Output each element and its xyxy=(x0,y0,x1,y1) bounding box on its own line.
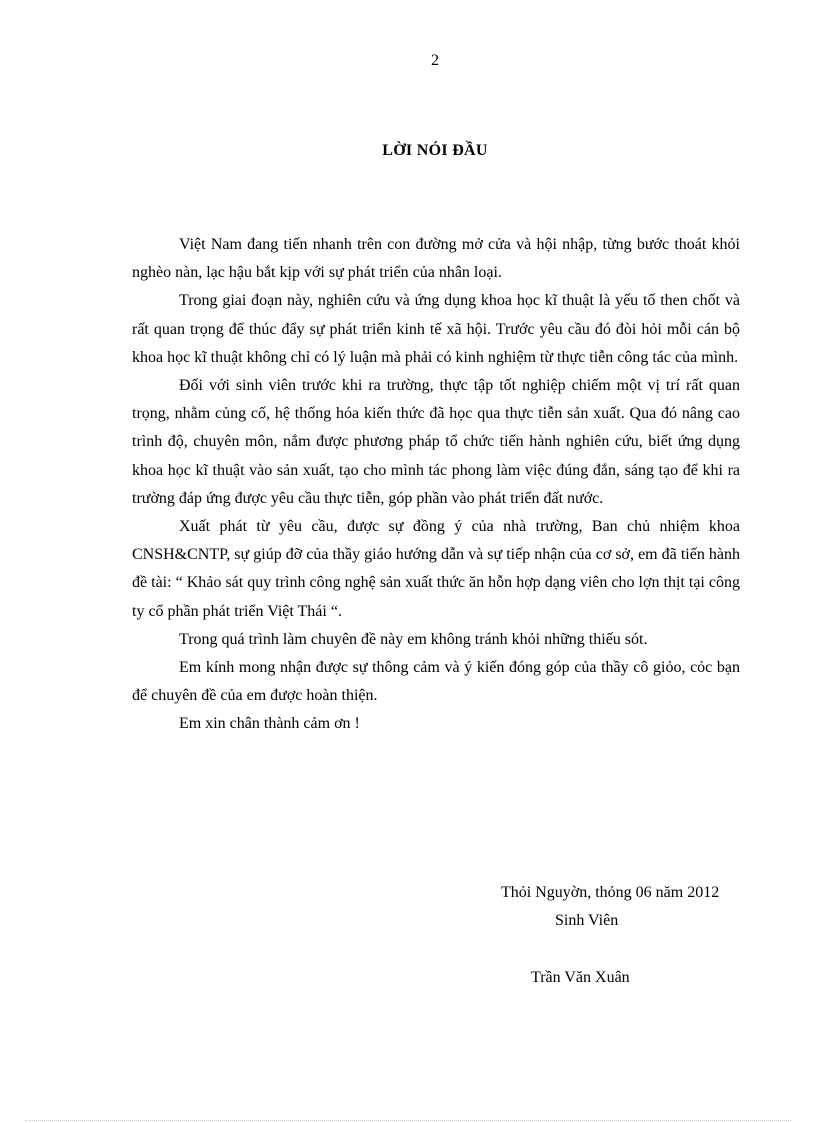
paragraph-request: Em kính mong nhận được sự thông cảm và ý kiến đóng góp của thầy cô giỏo, cỏc bạn để chuyên đề của em được hoàn thiện. xyxy=(132,659,740,705)
paragraph-topic: Xuất phát từ yêu cầu, được sự đồng ý của nhà trường, Ban chủ nhiệm khoa CNSH&CNTP, sự giúp đỡ của thầy giáo hướng dẫn và sự tiếp nhận của cơ sở, em đã tiến hành đề tài: “ Khảo sát quy trình công nghệ sản xuất thức ăn hỗn hợp dạng viên cho lợn thịt tại công ty cổ phần phát triển Việt Thái “. xyxy=(132,518,740,620)
paragraph-context: Trong giai đoạn này, nghiên cứu và ứng dụng khoa học kĩ thuật là yếu tố then chốt và rất quan trọng để thúc đẩy sự phát triển kinh tế xã hội. Trước yêu cầu đó đòi hỏi mỗi cán bộ khoa học kĩ thuật không chỉ có lý luận mà phải có kinh nghiệm từ thực tiễn công tác của mình. xyxy=(132,292,740,366)
document-body xyxy=(132,231,740,739)
page-bottom-divider xyxy=(25,1120,791,1121)
page-title: LỜI NÓI ĐẦU xyxy=(382,142,488,159)
signature-place-date: Thỏi Nguyờn, thỏng 06 năm 2012 xyxy=(501,884,720,901)
paragraph-intro: Việt Nam đang tiến nhanh trên con đường mở cửa và hội nhập, từng bước thoát khỏi nghèo nàn, lạc hậu bắt kịp với sự phát triển của nhân loại. xyxy=(132,236,740,282)
signature-role: Sinh Viên xyxy=(555,912,619,929)
paragraph-internship: Đối với sinh viên trước khi ra trường, thực tập tốt nghiệp chiếm một vị trí rất quan trọng, nhằm củng cố, hệ thống hóa kiến thức đã học qua thực tiễn sản xuất. Qua đó nâng cao trình độ, chuyên môn, nắm được phương pháp tổ chức tiến hành nghiên cứu, biết ứng dụng khoa học kĩ thuật vào sản xuất, tạo cho mình tác phong làm việc đúng đắn, sáng tạo để khi ra trường đáp ứng được yêu cầu thực tiễn, góp phần vào phát triển đất nước. xyxy=(132,377,740,507)
paragraph-shortcomings: Trong quá trình làm chuyên đề này em không tránh khỏi những thiếu sót. xyxy=(179,630,648,648)
paragraph-thanks: Em xin chân thành cảm ơn ! xyxy=(179,715,360,733)
signature-name: Trần Văn Xuân xyxy=(531,969,630,986)
page-number: 2 xyxy=(431,52,439,69)
